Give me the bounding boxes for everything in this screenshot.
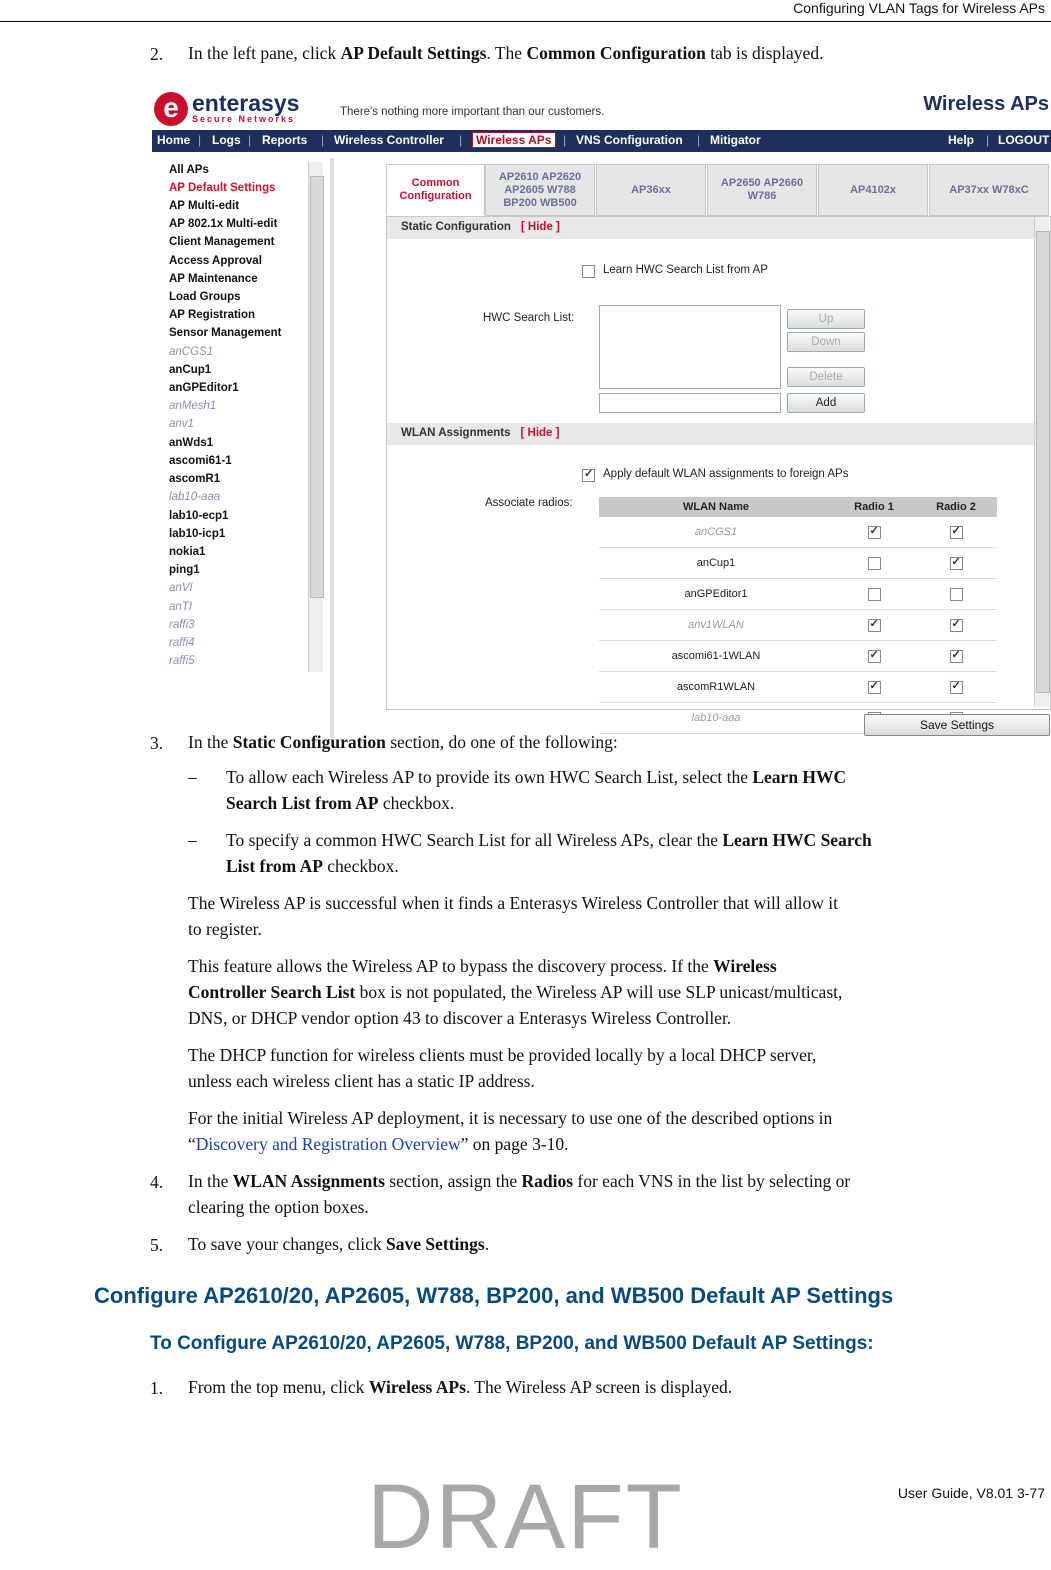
menu-wireless-aps[interactable]: Wireless APs bbox=[472, 132, 556, 148]
left-item-ap-multi-edit[interactable]: AP Multi-edit bbox=[169, 200, 240, 212]
left-scrollbar-thumb[interactable] bbox=[310, 176, 324, 598]
wlan-name: anCGS1 bbox=[599, 517, 833, 548]
step-number: 3. bbox=[150, 733, 164, 753]
left-item-ap-default-settings[interactable]: AP Default Settings bbox=[169, 182, 276, 194]
menu-separator: | bbox=[321, 133, 325, 147]
left-item-ap[interactable]: raffi4 bbox=[169, 637, 195, 649]
enterasys-logo-icon: e bbox=[154, 92, 188, 126]
bullet-dash: – bbox=[188, 830, 197, 850]
step-5-text: To save your changes, click Save Settings. bbox=[188, 1234, 490, 1254]
menu-separator: | bbox=[697, 133, 701, 147]
associate-radios-label: Associate radios: bbox=[485, 497, 573, 509]
left-item-ap-registration[interactable]: AP Registration bbox=[169, 309, 256, 321]
option-learn-text-cont: Search List from AP checkbox. bbox=[226, 793, 455, 813]
left-scrollbar[interactable] bbox=[308, 162, 323, 672]
hwc-address-input[interactable] bbox=[599, 393, 781, 413]
radio2-checkbox[interactable] bbox=[950, 588, 963, 601]
paragraph: This feature allows the Wireless AP to bypass the discovery process. If the Wireless bbox=[188, 956, 777, 976]
settings-tabs bbox=[386, 164, 1051, 216]
menu-logs[interactable]: Logs bbox=[212, 133, 241, 147]
left-item-client-management[interactable]: Client Management bbox=[169, 236, 275, 248]
left-item-ap[interactable]: ascomi61-1 bbox=[169, 455, 232, 467]
menu-help[interactable]: Help bbox=[948, 133, 975, 147]
wlan-name: anGPEditor1 bbox=[599, 579, 833, 610]
brand-tagline: There's nothing more important than our customers. bbox=[340, 106, 605, 118]
left-item-ap[interactable]: raffi5 bbox=[169, 655, 195, 667]
menu-separator: | bbox=[563, 133, 567, 147]
procedure-heading: To Configure AP2610/20, AP2605, W788, BP200, and WB500 Default AP Settings: bbox=[150, 1333, 874, 1354]
left-item-ap[interactable]: ping1 bbox=[169, 564, 200, 576]
delete-button[interactable]: Delete bbox=[787, 367, 865, 387]
wlan-name: ascomR1WLAN bbox=[599, 672, 833, 703]
option-clear-text: To specify a common HWC Search List for all Wireless APs, clear the Learn HWC Search bbox=[226, 830, 872, 850]
table-row bbox=[599, 641, 997, 672]
radio1-checkbox[interactable] bbox=[868, 681, 881, 694]
section-title: Static Configuration bbox=[401, 221, 511, 233]
menu-home[interactable]: Home bbox=[157, 133, 191, 147]
radio1-checkbox[interactable] bbox=[868, 526, 881, 539]
step-number: 5. bbox=[150, 1235, 164, 1255]
up-button[interactable]: Up bbox=[787, 309, 865, 329]
add-button[interactable]: Add bbox=[787, 393, 865, 413]
table-row bbox=[599, 579, 997, 610]
discovery-overview-link[interactable]: Discovery and Registration Overview bbox=[195, 1134, 461, 1154]
static-configuration-section bbox=[387, 217, 1035, 239]
left-item-ap[interactable]: lab10-icp1 bbox=[169, 528, 226, 540]
step-number: 2. bbox=[150, 44, 164, 64]
down-button[interactable]: Down bbox=[787, 332, 865, 352]
table-row bbox=[599, 610, 997, 641]
step-2-text: In the left pane, click AP Default Settings. The Common Configuration tab is displayed. bbox=[188, 43, 824, 63]
brand-subtitle: Secure Networks bbox=[192, 114, 296, 124]
step-3-text: In the Static Configuration section, do one of the following: bbox=[188, 732, 618, 752]
radio2-checkbox[interactable] bbox=[950, 681, 963, 694]
radio2-checkbox[interactable] bbox=[950, 619, 963, 632]
tab-ap2650[interactable]: AP2650 AP2660 W786 bbox=[707, 164, 817, 216]
option-clear-text-cont: List from AP checkbox. bbox=[226, 856, 399, 876]
left-item-ap[interactable]: anv1 bbox=[169, 418, 194, 430]
wlan-name: anv1WLAN bbox=[599, 610, 833, 641]
paragraph: The DHCP function for wireless clients must be provided locally by a local DHCP server, bbox=[188, 1045, 817, 1065]
left-pane bbox=[152, 158, 326, 738]
column-header: WLAN Name bbox=[599, 497, 833, 517]
column-header: Radio 1 bbox=[833, 497, 915, 517]
menu-separator: | bbox=[198, 133, 202, 147]
brand-name: enterasys bbox=[192, 90, 300, 116]
menu-vns-configuration[interactable]: VNS Configuration bbox=[576, 133, 683, 147]
paragraph: “Discovery and Registration Overview” on page 3-10. bbox=[188, 1134, 569, 1154]
menu-separator: | bbox=[986, 133, 990, 147]
left-item-sensor-management[interactable]: Sensor Management bbox=[169, 327, 282, 339]
radio1-checkbox[interactable] bbox=[868, 557, 881, 570]
paragraph: Controller Search List box is not populated, the Wireless AP will use SLP unicast/multicast, bbox=[188, 982, 843, 1002]
left-item-ap-8021x-multi-edit[interactable]: AP 802.1x Multi-edit bbox=[169, 218, 278, 230]
wlan-name: ascomi61-1WLAN bbox=[599, 641, 833, 672]
left-item-ap[interactable]: raffi3 bbox=[169, 619, 195, 631]
running-header: Configuring VLAN Tags for Wireless APs bbox=[793, 0, 1045, 16]
column-header: Radio 2 bbox=[915, 497, 997, 517]
radio1-checkbox[interactable] bbox=[868, 619, 881, 632]
learn-hwc-checkbox[interactable] bbox=[582, 265, 595, 278]
tab-ap2610[interactable]: AP2610 AP2620 AP2605 W788 BP200 WB500 bbox=[485, 164, 595, 216]
tab-ap4102x[interactable]: AP4102x bbox=[818, 164, 928, 216]
draft-watermark: DRAFT bbox=[367, 1466, 684, 1568]
menu-separator: | bbox=[248, 133, 252, 147]
apply-default-wlan-label: Apply default WLAN assignments to foreign APs bbox=[603, 468, 849, 480]
header-rule bbox=[0, 21, 1051, 22]
pane-scrollbar-thumb[interactable] bbox=[1036, 231, 1050, 693]
step-4-text-cont: clearing the option boxes. bbox=[188, 1197, 369, 1217]
wlan-assignments-section bbox=[387, 423, 1035, 445]
radio1-checkbox[interactable] bbox=[868, 650, 881, 663]
wlan-name: lab10-aaa bbox=[599, 703, 833, 734]
menu-separator: | bbox=[459, 133, 463, 147]
paragraph: DNS, or DHCP vendor option 43 to discover a Enterasys Wireless Controller. bbox=[188, 1008, 732, 1028]
menu-reports[interactable]: Reports bbox=[262, 133, 308, 147]
option-learn-text: To allow each Wireless AP to provide its own HWC Search List, select the Learn HWC bbox=[226, 767, 847, 787]
hide-wlan-link[interactable]: [ Hide ] bbox=[520, 427, 560, 439]
table-row bbox=[599, 672, 997, 703]
left-item-ap[interactable]: anMesh1 bbox=[169, 400, 217, 412]
left-item-ap[interactable]: anGPEditor1 bbox=[169, 382, 239, 394]
left-item-load-groups[interactable]: Load Groups bbox=[169, 291, 241, 303]
left-item-ap[interactable]: anVI bbox=[169, 582, 193, 594]
tab-common-configuration[interactable]: Common Configuration bbox=[386, 164, 485, 215]
wireless-aps-screenshot bbox=[152, 88, 1051, 738]
step-1-text: From the top menu, click Wireless APs. The Wireless AP screen is displayed. bbox=[188, 1377, 733, 1397]
page-title: Wireless APs bbox=[923, 93, 1049, 115]
step-number: 4. bbox=[150, 1172, 164, 1192]
tab-ap37xx[interactable]: AP37xx W78xC bbox=[929, 164, 1049, 216]
pane-divider[interactable] bbox=[330, 158, 334, 738]
left-item-all-aps[interactable]: All APs bbox=[169, 164, 209, 176]
step-4-text: In the WLAN Assignments section, assign the Radios for each VNS in the list by selecting or bbox=[188, 1171, 851, 1191]
left-item-ap-maintenance[interactable]: AP Maintenance bbox=[169, 273, 258, 285]
menu-wireless-controller[interactable]: Wireless Controller bbox=[334, 133, 444, 147]
section-title: WLAN Assignments bbox=[401, 427, 511, 439]
left-item-ap[interactable]: nokia1 bbox=[169, 546, 206, 558]
left-item-ap[interactable]: lab10-aaa bbox=[169, 491, 221, 503]
radio1-checkbox[interactable] bbox=[868, 588, 881, 601]
table-row bbox=[599, 517, 997, 548]
hide-static-link[interactable]: [ Hide ] bbox=[520, 221, 560, 233]
tab-ap36xx[interactable]: AP36xx bbox=[596, 164, 706, 216]
menu-logout[interactable]: LOGOUT bbox=[998, 133, 1050, 147]
radio2-checkbox[interactable] bbox=[950, 650, 963, 663]
radio2-checkbox[interactable] bbox=[950, 557, 963, 570]
save-settings-button[interactable]: Save Settings bbox=[864, 714, 1050, 736]
page-footer: User Guide, V8.01 3-77 bbox=[897, 1485, 1045, 1501]
wlan-name: anCup1 bbox=[599, 548, 833, 579]
top-menu bbox=[152, 130, 1051, 152]
left-item-ap[interactable]: anCup1 bbox=[169, 364, 212, 376]
paragraph: unless each wireless client has a static IP address. bbox=[188, 1071, 535, 1091]
bullet-dash: – bbox=[188, 767, 197, 787]
paragraph: The Wireless AP is successful when it finds a Enterasys Wireless Controller that will allow it bbox=[188, 893, 839, 913]
left-item-ap[interactable]: anWds1 bbox=[169, 437, 214, 449]
menu-mitigator[interactable]: Mitigator bbox=[710, 133, 761, 147]
left-item-ap[interactable]: lab10-ecp1 bbox=[169, 510, 229, 522]
left-item-ap[interactable]: ascomR1 bbox=[169, 473, 221, 485]
left-item-ap[interactable]: anTI bbox=[169, 601, 193, 613]
paragraph: For the initial Wireless AP deployment, it is necessary to use one of the described options in bbox=[188, 1108, 833, 1128]
section-heading: Configure AP2610/20, AP2605, W788, BP200, and WB500 Default AP Settings bbox=[94, 1283, 894, 1308]
hwc-search-list-label: HWC Search List: bbox=[483, 312, 575, 324]
wlan-table bbox=[599, 497, 997, 734]
left-item-ap[interactable]: anCGS1 bbox=[169, 346, 214, 358]
left-item-access-approval[interactable]: Access Approval bbox=[169, 255, 262, 267]
step-number: 1. bbox=[150, 1378, 164, 1398]
hwc-search-list-box[interactable] bbox=[599, 305, 781, 389]
pane-scrollbar[interactable] bbox=[1034, 217, 1049, 707]
common-configuration-pane bbox=[386, 216, 1051, 724]
app-banner bbox=[152, 88, 1051, 128]
apply-default-wlan-checkbox[interactable] bbox=[582, 469, 595, 482]
learn-hwc-label: Learn HWC Search List from AP bbox=[603, 264, 768, 276]
paragraph: to register. bbox=[188, 919, 262, 939]
radio2-checkbox[interactable] bbox=[950, 526, 963, 539]
table-row bbox=[599, 548, 997, 579]
